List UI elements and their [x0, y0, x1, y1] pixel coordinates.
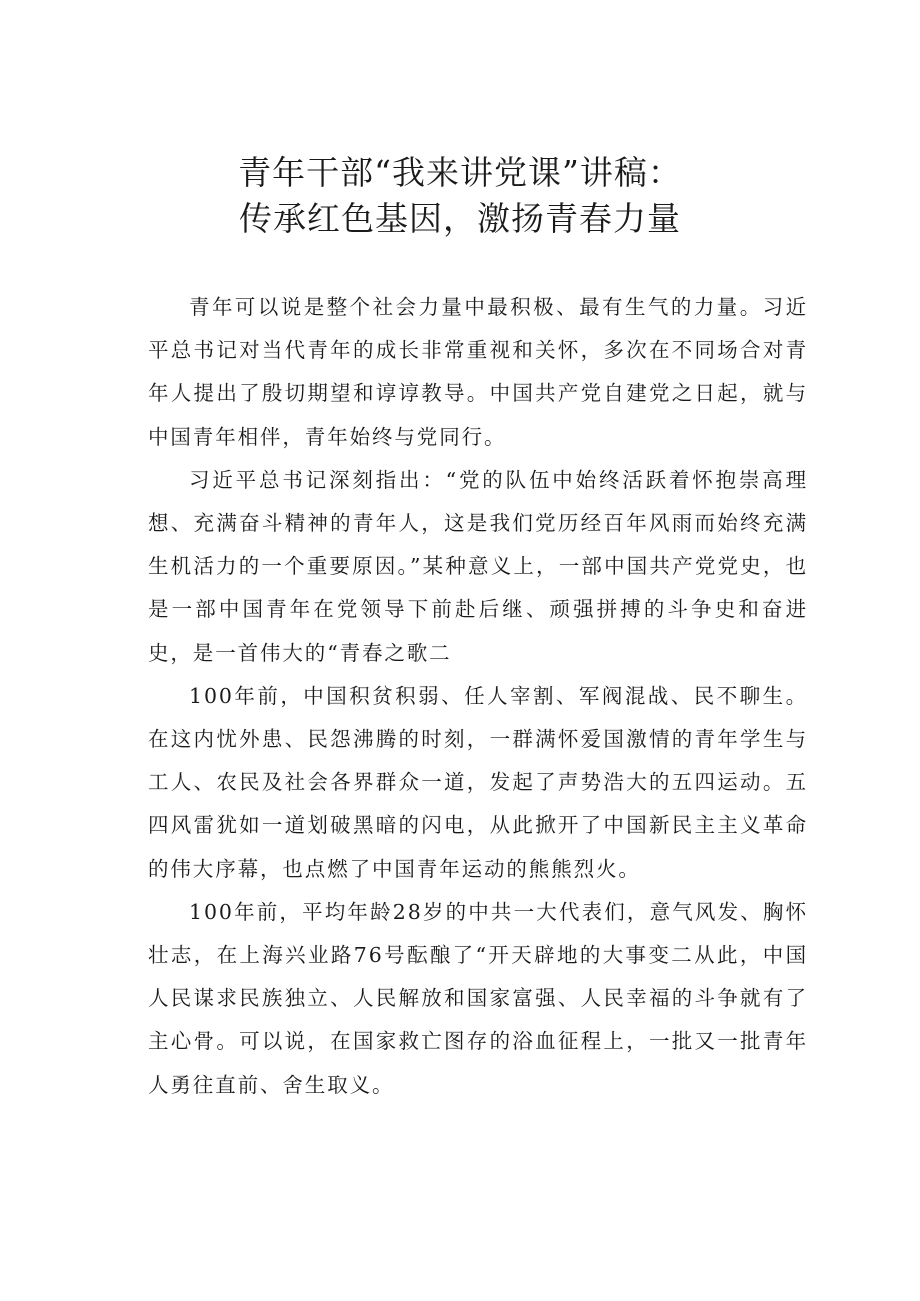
paragraph-3: 100年前，中国积贫积弱、任人宰割、军阀混战、民不聊生。在这内忧外患、民怨沸腾的时刻，一群满怀爱国激情的青年学生与工人、农民及社会各界群众一道，发起了声势浩大的五四运动。五四风雷犹如一道划破黑暗的闪电，从此掀开了中国新民主主义革命的伟大序幕，也点燃了中国青年运动的熊熊烈火。 [148, 683, 808, 881]
paragraph-2: 习近平总书记深刻指出：“党的队伍中始终活跃着怀抱崇高理想、充满奋斗精神的青年人，这是我们党历经百年风雨而始终充满生机活力的一个重要原因。”某种意义上，一部中国共产党党史，也是一部中国青年在党领导下前赴后继、顽强拼搏的斗争史和奋进史，是一首伟大的“青春之歌二 [148, 467, 808, 665]
paragraph-1: 青年可以说是整个社会力量中最积极、最有生气的力量。习近平总书记对当代青年的成长非常重视和关怀，多次在不同场合对青年人提出了殷切期望和谆谆教导。中国共产党自建党之日起，就与中国青年相伴，青年始终与党同行。 [148, 295, 808, 449]
title-line-2: 传承红色基因，激扬青春力量 [239, 199, 681, 238]
paragraph-4: 100年前，平均年龄28岁的中共一大代表们，意气风发、胸怀壮志，在上海兴业路76号酝酿了“开天辟地的大事变二从此，中国人民谋求民族独立、人民解放和国家富强、人民幸福的斗争就有了主心骨。可以说，在国家救亡图存的浴血征程上，一批又一批青年人勇往直前、舍生取义。 [148, 899, 808, 1097]
document-title [60, 150, 860, 242]
document-body [148, 286, 808, 1107]
title-line-1: 青年干部“我来讲党课”讲稿： [238, 153, 682, 192]
